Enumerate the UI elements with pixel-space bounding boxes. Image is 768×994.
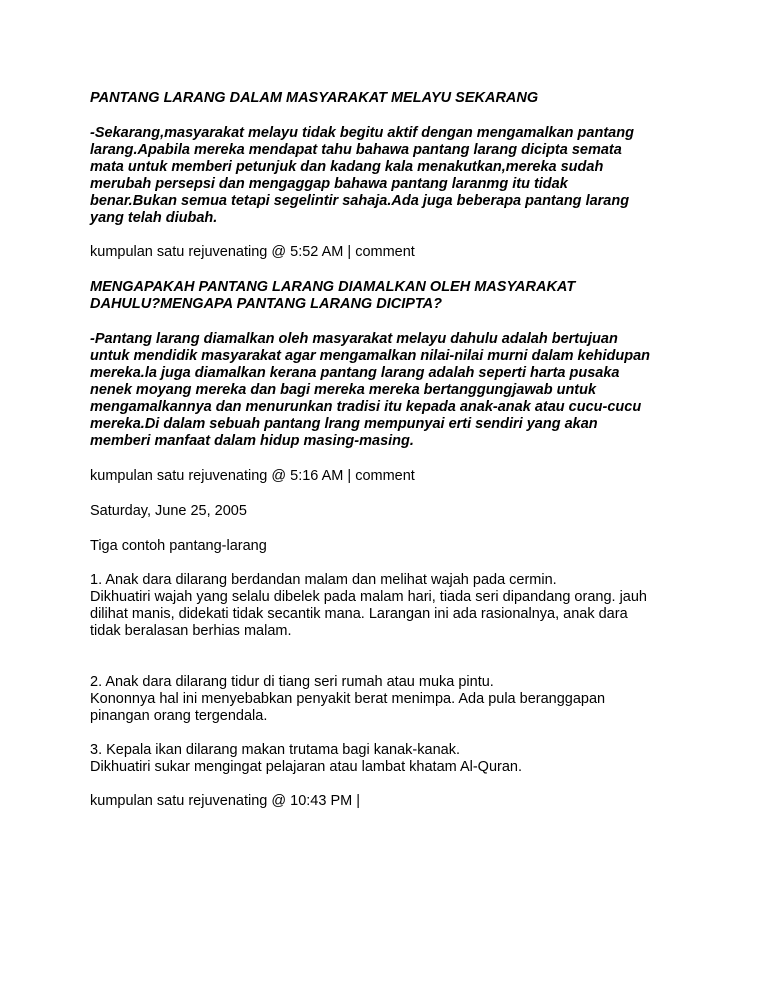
post-2 <box>90 279 690 485</box>
post-3-item-2: 2. Anak dara dilarang tidur di tiang seri rumah atau muka pintu. Kononnya hal ini menyebabkan penyakit berat menimpa. Ada pula beranggapan pinangan orang tergendala. <box>90 674 606 724</box>
post-2-separator: | <box>347 468 352 484</box>
document-page <box>90 90 690 810</box>
post-2-heading: MENGAPAKAH PANTANG LARANG DIAMALKAN OLEH MASYARAKAT DAHULU?MENGAPA PANTANG LARANG DICIPTA? <box>90 279 576 312</box>
post-2-time-link[interactable]: 5:16 AM <box>290 468 344 484</box>
post-3-time-link[interactable]: 10:43 PM <box>290 793 353 809</box>
post-3 <box>90 538 690 810</box>
post-1 <box>90 90 690 261</box>
post-3-item-1: 1. Anak dara dilarang berdandan malam dan melihat wajah pada cermin. Dikhuatiri wajah yang selalu dibelek pada malam hari, tiada seri dipandang orang. jauh dilihat manis, didekati tidak secantik mana. Larangan ini ada rasionalnya, anak dara tidak beralasan berhias malam. <box>90 572 647 639</box>
post-2-at: @ <box>271 468 287 484</box>
post-3-footer <box>90 793 690 810</box>
post-3-item-3: 3. Kepala ikan dilarang makan trutama bagi kanak-kanak. Dikhuatiri sukar mengingat pelajaran atau lambat khatam Al-Quran. <box>90 742 523 775</box>
post-1-time-link[interactable]: 5:52 AM <box>290 244 344 260</box>
post-3-title: Tiga contoh pantang-larang <box>90 538 267 554</box>
post-3-separator: | <box>356 793 361 809</box>
post-1-comment-link[interactable]: comment <box>355 244 415 260</box>
post-1-footer <box>90 244 690 261</box>
date-header: Saturday, June 25, 2005 <box>90 503 247 519</box>
post-3-at: @ <box>271 793 287 809</box>
post-2-body: -Pantang larang diamalkan oleh masyarakat melayu dahulu adalah bertujuan untuk mendidik masyarakat agar mengamalkan nilai-nilai murni dalam kehidupan mereka.la juga diamalkan kerana pantang larang adalah seperti harta pusaka nenek moyang mereka dan bagi mereka mereka bertanggungjawab untuk mengamalkannya dan menurunkan tradisi itu kepada anak-anak atau cucu-cucu mereka.Di dalam sebuah pantang lrang mempunyai erti sendiri yang akan memberi manfaat dalam hidup masing-masing. <box>90 331 651 449</box>
post-1-author: kumpulan satu rejuvenating <box>90 244 268 260</box>
post-1-body: -Sekarang,masyarakat melayu tidak begitu aktif dengan mengamalkan pantang larang.Apabila mereka mendapat tahu bahawa pantang larang dicipta semata mata untuk memberi petunjuk dan kadang kala menakutkan,mereka sudah merubah persepsi dan mengaggap bahawa pantang laranmg itu tidak benar.Bukan semua tetapi segelintir sahaja.Ada juga beberapa pantang larang yang telah diubah. <box>90 125 634 226</box>
post-2-comment-link[interactable]: comment <box>355 468 415 484</box>
post-1-separator: | <box>347 244 352 260</box>
post-3-author: kumpulan satu rejuvenating <box>90 793 268 809</box>
post-2-footer <box>90 468 690 485</box>
post-2-author: kumpulan satu rejuvenating <box>90 468 268 484</box>
post-1-heading: PANTANG LARANG DALAM MASYARAKAT MELAYU SEKARANG <box>90 90 539 106</box>
post-1-at: @ <box>271 244 287 260</box>
